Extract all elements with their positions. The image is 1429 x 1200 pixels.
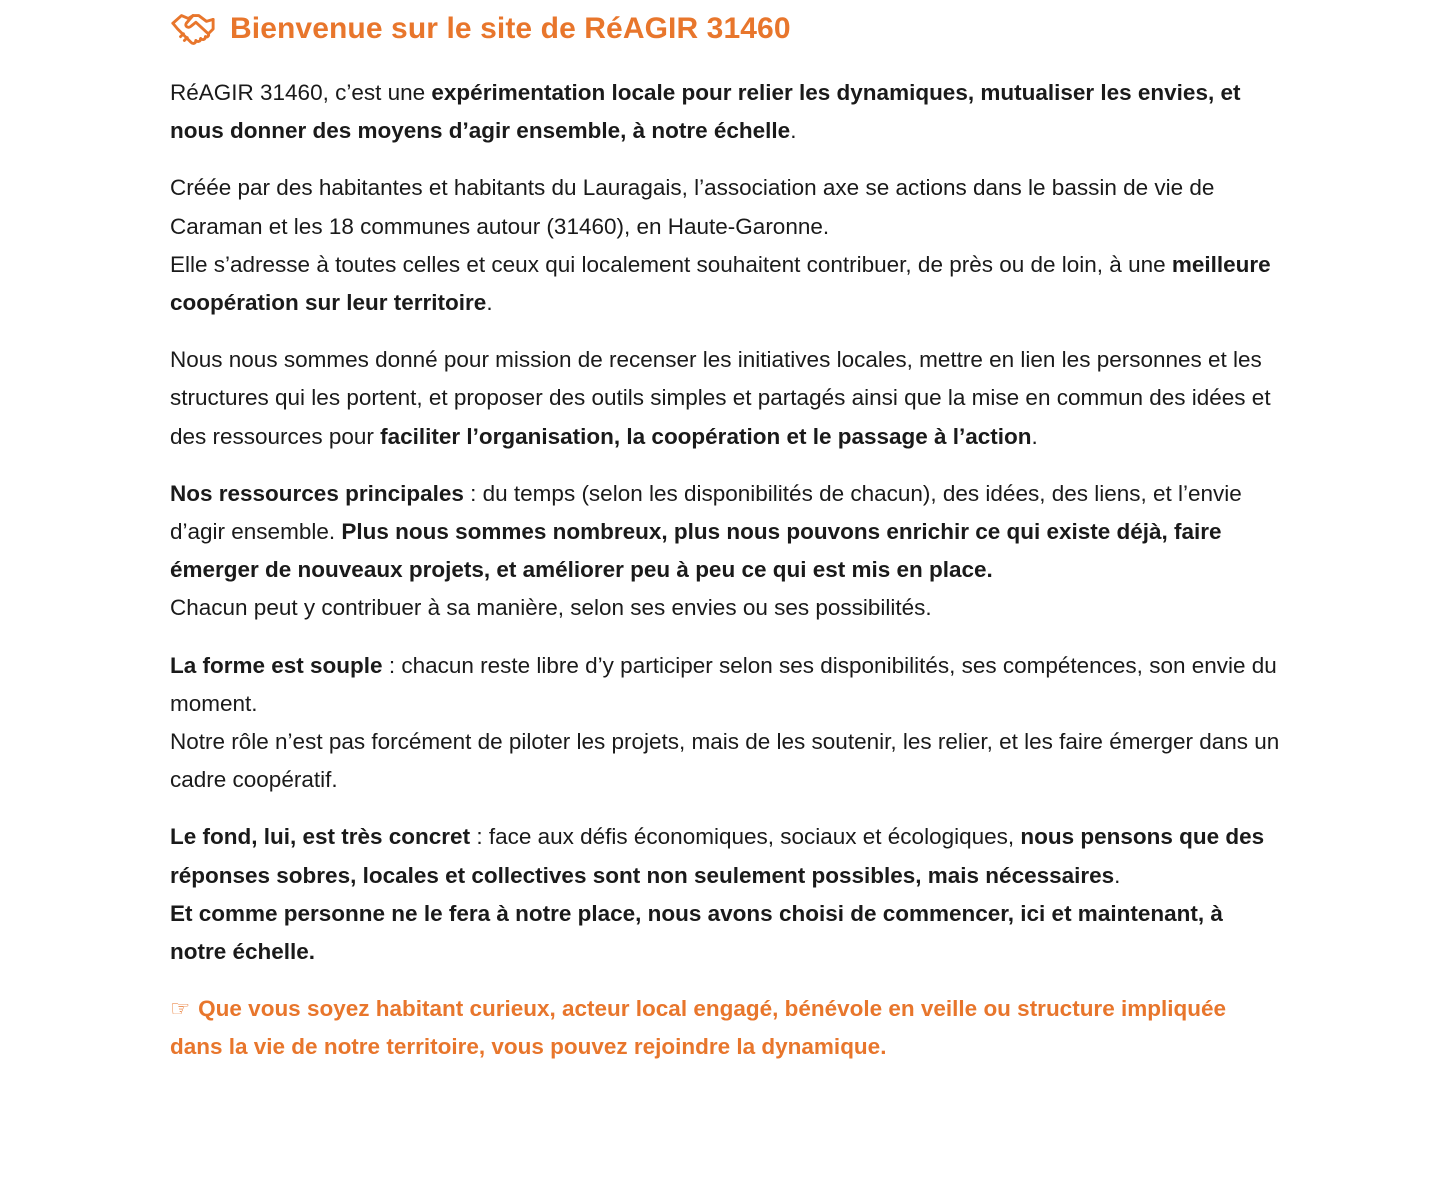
mission-bold-text: faciliter l’organisation, la coopération et le passage à l’action [380, 423, 1032, 449]
association-end: . [486, 290, 493, 316]
join-callout [170, 990, 1280, 1066]
intro-text: RéAGIR 31460, c’est une [170, 80, 432, 105]
contribution-text: Chacun peut y contribuer à sa manière, selon ses envies ou ses possibilités. [170, 595, 932, 621]
handshake-icon [170, 9, 216, 49]
form-paragraph [170, 647, 1280, 800]
commitment-bold-text: Et comme personne ne le fera à notre place, nous avons choisi de commencer, ici et maintenant, à notre échelle. [170, 900, 1223, 965]
mission-end: . [1031, 423, 1038, 449]
join-callout-text: Que vous soyez habitant curieux, acteur local engagé, bénévole en veille ou structure impliquée dans la vie de notre territoire, vous pouvez rejoindre la dynamique. [170, 996, 1226, 1060]
resources-paragraph [170, 475, 1280, 628]
resources-bold-text: Plus nous sommes nombreux, plus nous pouvons enrichir ce qui existe déjà, faire émerger de nouveaux projets, et améliorer peu à peu ce qui est mis en place. [170, 519, 1222, 583]
role-text: Notre rôle n’est pas forcément de piloter les projets, mais de les soutenir, les relier, et les faire émerger dans un cadre coopératif. [170, 729, 1280, 793]
intro-paragraph [170, 74, 1280, 150]
main-content [170, 0, 1280, 1067]
title-row [170, 0, 1280, 58]
substance-paragraph [170, 818, 1280, 971]
substance-end: . [1114, 862, 1121, 888]
cooperation-bold-text: meilleure coopération sur leur territoire [170, 251, 1271, 316]
mission-text: Nous nous sommes donné pour mission de recenser les initiatives locales, mettre en lien les personnes et les structures qui les portent, et proposer des outils simples et partagés ainsi que la mise en commun des idées et des ressources pour [170, 347, 1271, 449]
pointing-hand-icon: ☞ [170, 996, 191, 1023]
association-text: Créée par des habitantes et habitants du Lauragais, l’association axe se actions dans le bassin de vie de Caraman et les 18 communes autour (31460), en Haute-Garonne. [170, 175, 1215, 239]
substance-text: : face aux défis économiques, sociaux et écologiques, [470, 824, 1021, 850]
form-heading: La forme est souple [170, 652, 383, 678]
intro-end: . [790, 118, 797, 144]
audience-text: Elle s’adresse à toutes celles et ceux qui localement souhaitent contribuer, de près ou de loin, à une [170, 251, 1172, 277]
resources-heading: Nos ressources principales [170, 480, 464, 506]
intro-bold-text: expérimentation locale pour relier les dynamiques, mutualiser les envies, et nous donner des moyens d’agir ensemble, à notre échelle [170, 80, 1241, 144]
association-paragraph [170, 169, 1280, 322]
page-title: Bienvenue sur le site de RéAGIR 31460 [230, 12, 791, 45]
resources-text: : du temps (selon les disponibilités de chacun), des idées, des liens, et l’envie d’agir ensemble. [170, 480, 1242, 545]
mission-paragraph [170, 341, 1280, 456]
form-text: : chacun reste libre d’y participer selon ses disponibilités, ses compétences, son envie du moment. [170, 652, 1277, 716]
substance-bold-text: nous pensons que des réponses sobres, locales et collectives sont non seulement possibles, mais nécessaires [170, 824, 1265, 888]
substance-heading: Le fond, lui, est très concret [170, 824, 471, 850]
